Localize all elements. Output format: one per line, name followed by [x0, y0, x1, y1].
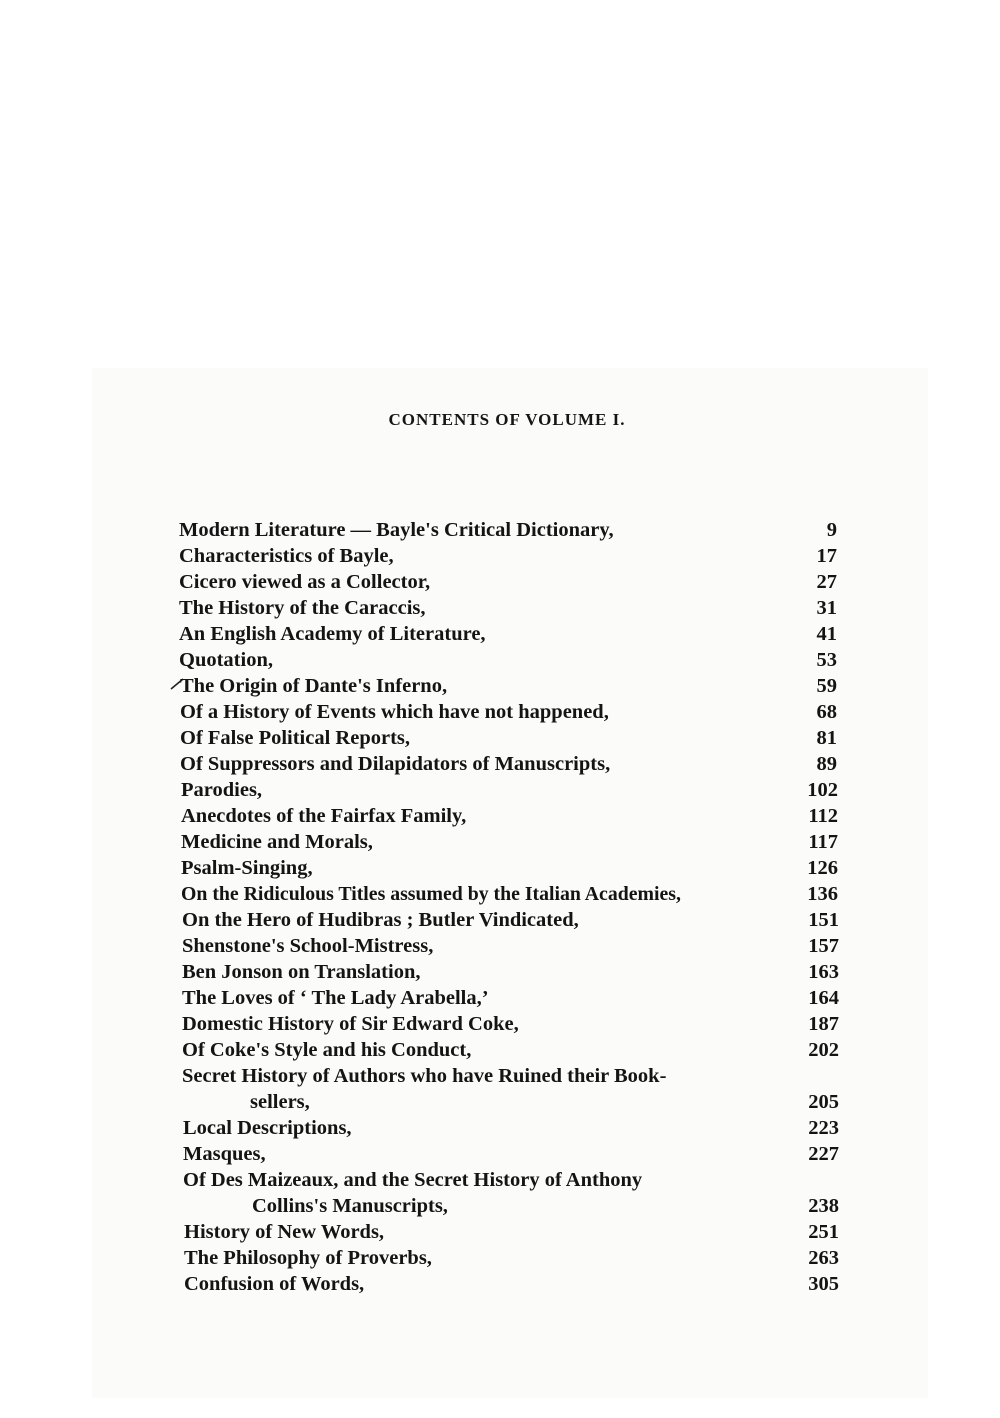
entry-title: Parodies, — [181, 779, 263, 801]
entry-title: Secret History of Authors who have Ruined their Book- — [182, 1065, 667, 1087]
entry-title: Cicero viewed as a Collector, — [179, 571, 431, 593]
entry-title: Characteristics of Bayle, — [179, 545, 394, 567]
entry-page: 305 — [808, 1273, 839, 1295]
entry-title: An English Academy of Literature, — [179, 623, 486, 645]
entry-title: On the Hero of Hudibras ; Butler Vindicated, — [182, 909, 579, 931]
entry-title: Masques, — [183, 1143, 266, 1165]
entry-title: Domestic History of Sir Edward Coke, — [182, 1013, 519, 1035]
entry-page: 53 — [816, 649, 837, 671]
entry-title: Collins's Manuscripts, — [252, 1195, 448, 1217]
entry-page: 9 — [826, 519, 837, 541]
entry-page: 81 — [816, 727, 837, 749]
entry-title: Confusion of Words, — [184, 1273, 365, 1295]
entry-title: On the Ridiculous Titles assumed by the Italian Academies, — [181, 883, 681, 905]
entry-title: Medicine and Morals, — [181, 831, 373, 853]
entry-page: 223 — [808, 1117, 839, 1139]
entry-page: 126 — [807, 857, 838, 879]
entry-title: Modern Literature — Bayle's Critical Dictionary, — [179, 519, 614, 541]
page-title: CONTENTS OF VOLUME I. — [388, 410, 626, 429]
entry-page: 117 — [808, 831, 838, 853]
entry-page: 238 — [808, 1195, 839, 1217]
entry-page: 163 — [808, 961, 839, 983]
entry-page: 89 — [816, 753, 837, 775]
entry-page: 187 — [808, 1013, 839, 1035]
entry-title: Of a History of Events which have not happened, — [180, 701, 609, 723]
entry-page: 41 — [816, 623, 837, 645]
entry-title: Local Descriptions, — [183, 1117, 352, 1139]
entry-title: The Origin of Dante's Inferno, — [180, 675, 448, 697]
entry-title: Of Des Maizeaux, and the Secret History of Anthony — [183, 1169, 643, 1191]
entry-title: The Loves of ‘ The Lady Arabella,’ — [182, 987, 489, 1009]
entry-page: 151 — [808, 909, 839, 931]
entry-title: The Philosophy of Proverbs, — [184, 1247, 432, 1269]
entry-page: 164 — [808, 987, 839, 1009]
entry-page: 27 — [816, 571, 837, 593]
entry-title: History of New Words, — [184, 1221, 385, 1243]
entry-title: Of False Political Reports, — [180, 727, 411, 749]
entry-title: Anecdotes of the Fairfax Family, — [181, 805, 467, 827]
entry-page: 202 — [808, 1039, 839, 1061]
entry-page: 251 — [808, 1221, 839, 1243]
entry-title: Of Coke's Style and his Conduct, — [182, 1039, 472, 1061]
entry-page: 205 — [808, 1091, 839, 1113]
entry-page: 31 — [816, 597, 837, 619]
entry-page: 102 — [807, 779, 838, 801]
entry-page: 59 — [816, 675, 837, 697]
entry-title: Quotation, — [179, 649, 273, 671]
entry-page: 136 — [807, 883, 838, 905]
entry-title: Shenstone's School-Mistress, — [182, 935, 434, 957]
entry-title: Ben Jonson on Translation, — [182, 961, 421, 983]
entry-title: Of Suppressors and Dilapidators of Manuscripts, — [180, 753, 611, 775]
entry-page: 68 — [816, 701, 837, 723]
entry-page: 157 — [808, 935, 839, 957]
entry-title: Psalm-Singing, — [181, 857, 313, 879]
entry-title: The History of the Caraccis, — [179, 597, 426, 619]
entry-page: 112 — [808, 805, 838, 827]
entry-page: 263 — [808, 1247, 839, 1269]
entry-title: sellers, — [250, 1091, 310, 1113]
entry-page: 227 — [808, 1143, 839, 1165]
entry-page: 17 — [816, 545, 837, 567]
